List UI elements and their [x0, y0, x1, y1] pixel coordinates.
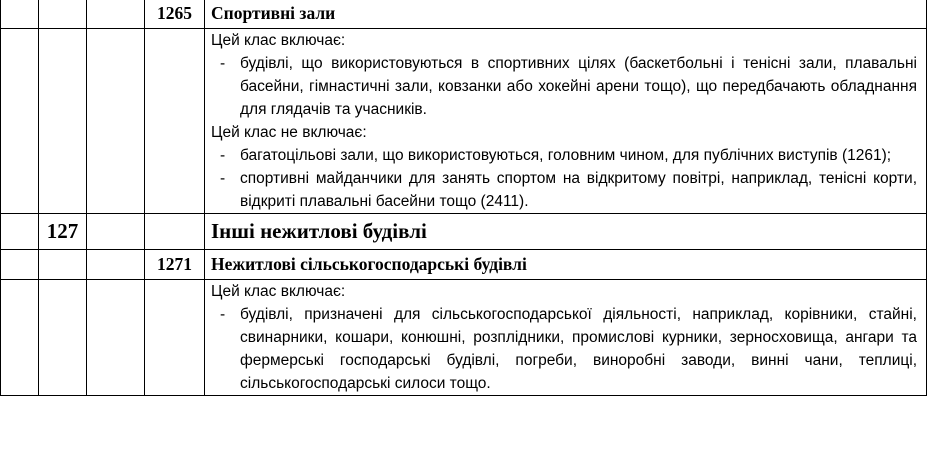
list-item: [211, 303, 917, 395]
empty-cell: [39, 29, 87, 214]
empty-cell: [39, 280, 87, 396]
dash-bullet: -: [220, 170, 226, 187]
class-description: [205, 29, 927, 214]
excludes-label: Цей клас не включає:: [211, 124, 367, 141]
list-item: [211, 52, 917, 121]
includes-list: [211, 303, 917, 395]
empty-cell: [87, 214, 145, 250]
list-item-text: будівлі, призначені для сільськогосподарської діяльності, наприклад, корівники, стайні, свинарники, кошари, конюшні, розплідники, промислові курники, зерносховища, ангари та фермерські господарські будівлі, погреби, виноробні заводи, винні чани, теплиці, сільськогосподарські силоси тощо.: [240, 306, 917, 392]
excludes-list: [211, 144, 917, 213]
dash-bullet: -: [220, 147, 226, 164]
class-row-1265: [1, 0, 927, 29]
empty-cell: [1, 250, 39, 280]
group-code: [87, 0, 145, 29]
description-row-1265: [1, 29, 927, 214]
group-title: Інші нежитлові будівлі: [205, 214, 927, 250]
empty-cell: [87, 29, 145, 214]
includes-label: Цей клас включає:: [211, 283, 346, 300]
dash-bullet: -: [220, 55, 226, 72]
empty-cell: [145, 214, 205, 250]
empty-cell: [1, 214, 39, 250]
empty-cell: [145, 280, 205, 396]
list-item-text: багатоцільові зали, що використовуються, головним чином, для публічних виступів (1261);: [240, 147, 892, 164]
class-code: 1271: [145, 250, 205, 280]
group-code: 127: [39, 214, 87, 250]
class-code: 1265: [145, 0, 205, 29]
empty-cell: [1, 0, 39, 29]
list-item: [211, 144, 917, 167]
class-row-1271: [1, 250, 927, 280]
list-item-text: спортивні майданчики для занять спортом на відкритому повітрі, наприклад, тенісні корти, відкриті плавальні басейни тощо (2411).: [240, 170, 917, 210]
class-description: [205, 280, 927, 396]
list-item-text: будівлі, що використовуються в спортивних цілях (баскетбольні і тенісні зали, плавальні басейни, гімнастичні зали, ковзанки або хокейні арени тощо), що передбачають обладнання для глядачів та учасників.: [240, 55, 917, 118]
description-row-1271: [1, 280, 927, 396]
empty-cell: [1, 29, 39, 214]
empty-cell: [145, 29, 205, 214]
list-item: [211, 167, 917, 213]
group-code: [87, 250, 145, 280]
empty-cell: [87, 280, 145, 396]
empty-cell: [1, 280, 39, 396]
includes-list: [211, 52, 917, 121]
dash-bullet: -: [220, 306, 226, 323]
includes-label: Цей клас включає:: [211, 32, 346, 49]
empty-cell: [39, 250, 87, 280]
class-title: Спортивні зали: [205, 0, 927, 29]
empty-cell: [39, 0, 87, 29]
group-row-127: [1, 214, 927, 250]
class-title: Нежитлові сільськогосподарські будівлі: [205, 250, 927, 280]
